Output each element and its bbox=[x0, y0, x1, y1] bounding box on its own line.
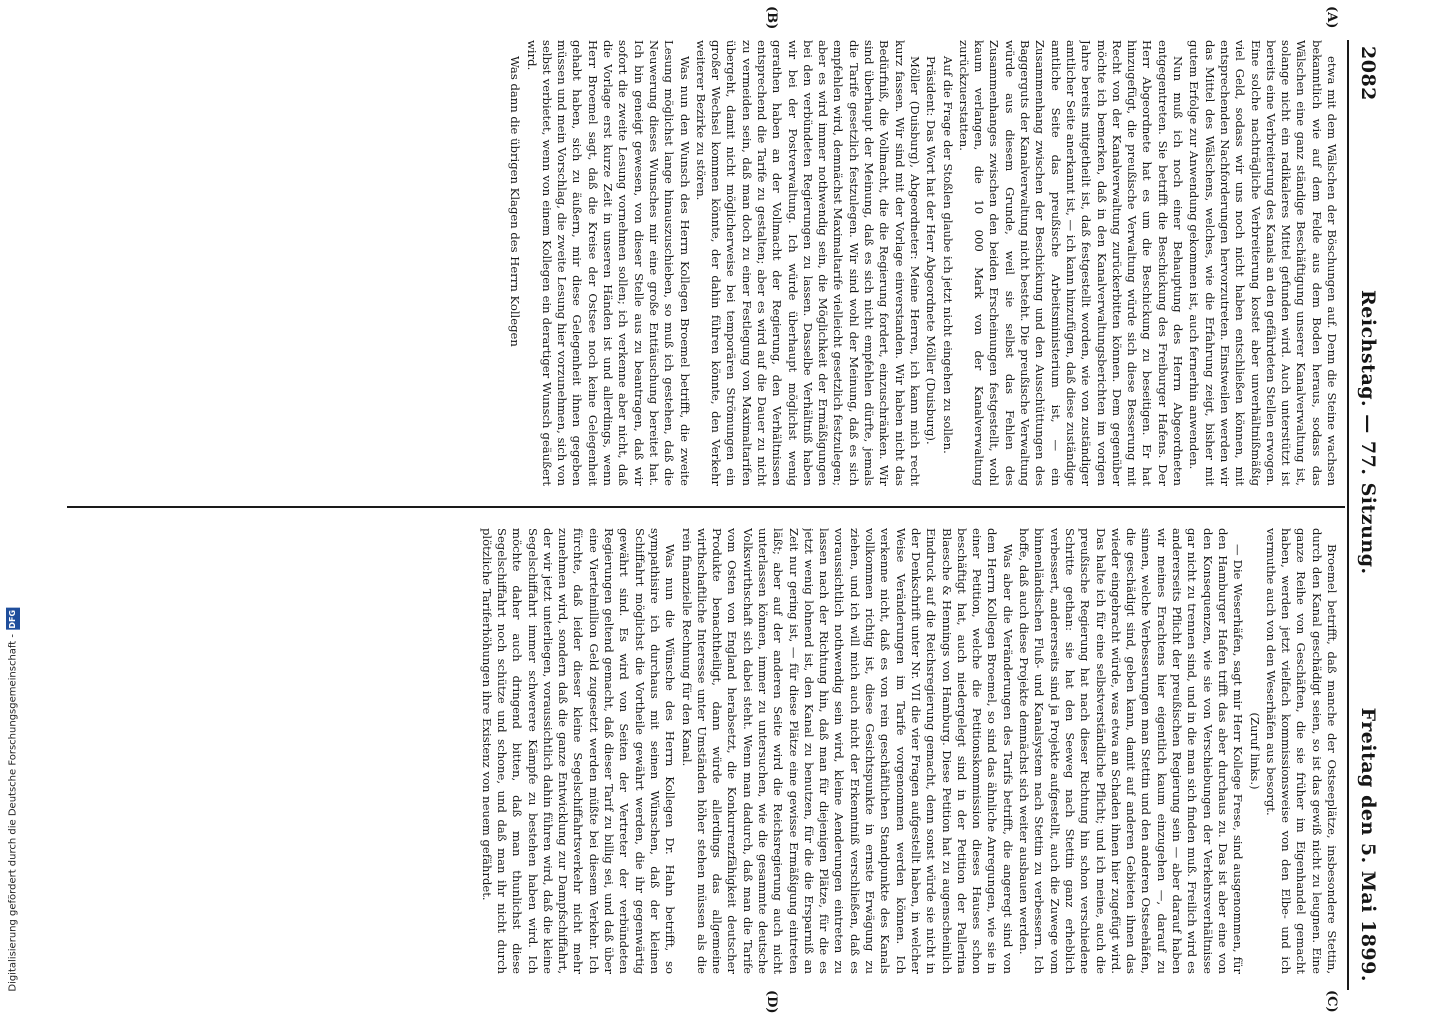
speaker-paragraph: Präsident: Das Wort hat der Herr Abgeordnete Möller (Duisburg). bbox=[924, 56, 939, 445]
column-divider bbox=[67, 506, 1345, 508]
paragraph: — Die Weserhäfen, sagt mir Herr Kollege Frese, sind ausgenommen, für den Hamburger Hafen trifft das aber durchaus zu. Das ist aber eine von den Konsequenzen, wie sie von Verschiebungen der Verkehrsverhältnisse gar nicht zu trennen sind, und in die man sich finden muß. Freilich wird es andererseits Pflicht der preußischen Regierung sein — aber darauf haben wir meines Erachtens hier eigentlich kaum einzugehen —, darauf zu sinnen, welche Verbesserungen man Stettin und den anderen Ostseehäfen, die geschädigt sind, geben kann, damit auf anderen Gebieten ihnen das wieder eingebracht würde, was etwa an Schaden ihnen hier zugefügt wird. Das halte ich für eine selbstverständliche Pflicht; und ich meine, auch die preußische Regierung hat nach dieser Richtung hin schon verschiedene Schritte gethan: sie hat den Seeweg nach Stettin ganz erheblich verbessert, andererseits sind ja Projekte aufgestellt, auch die Zuwege vom binnenländischen Fluß- und Kanalsystem nach Stettin zu verbessern. Ich hoffe, daß auch diese Projekte demnächst sich weiter ausbauen werden. bbox=[1017, 528, 1246, 974]
paragraph: etwa mit dem Wälschen der Böschungen auf. Denn die Steine wachsen bekanntlich wie auf dem Felde aus dem Boden heraus, sodass das Wälschen eine ganz ständige Beschäftigung unserer Kanalverwaltung ist, solange nicht ein radikaleres Mittel gefunden wird. Auch unterstützt ist bereits eine Verbreiterung des Kanals an den gefährdeten Stellen erwogen. Eine solche nachträgliche Verbreiterung kostet aber unverhältnißmäßig viel Geld, sodass wir uns noch nicht haben entschließen können, mit entsprechenden Nachforderungen hervorzutreten. Einstweilen werden wir das Mittel des Wälschens, welches, wie die Erfahrung zeigt, bisher mit gutem Erfolge zur Anwendung gekommen ist, auch fernerhin anwenden. bbox=[1187, 40, 1339, 486]
paragraph: Auf die Frage der Stoßlen glaube ich jetzt nicht eingehen zu sollen. bbox=[940, 56, 955, 454]
margin-mark-c: (C) bbox=[1324, 990, 1339, 1013]
page-number: 2082 bbox=[1357, 46, 1379, 101]
rotated-page bbox=[55, 6, 1385, 1014]
right-column bbox=[69, 528, 1339, 974]
session-title: Reichstag. — 77. Sitzung. bbox=[1357, 290, 1379, 575]
session-date: Freitag den 5. Mai 1899. bbox=[1357, 707, 1379, 982]
paragraph: Was dann die übrigen Klagen des Herrn Kollegen bbox=[508, 56, 523, 347]
digitization-credit bbox=[6, 608, 20, 992]
paragraph: Nun muß ich noch einer Behauptung des Herrn Abgeordneten entgegentreten. Sie betrifft die Beschickung des Freiburger Hafens. Der Herr Abgeordnete hat es um die Beschickung zu beseitigen. Er hat hinzugefügt, die preußische Verwaltung würde sich diese Besserung mit Recht von der Kanalverwaltung zurückerbitten können. Dem gegenüber möchte ich bemerken, daß in den Kanalverwaltungsberichten im vorigen Jahre bereits mitgetheilt ist, daß festgestellt worden, wie von zuständiger amtlicher Seite anerkannt ist, — ich kann hinzufügen, daß diese zuständige amtliche Seite das preußische Arbeitsministerium ist, — ein Zusammenhang zwischen der Beschickung und den Ausschüttungen des Baggerguts der Kanalverwaltung nicht besteht. Die preußische Verwaltung würde aus diesem Grunde, weil sie selbst das Fehlen des Zusammenhanges zwischen den beiden Erscheinungen festgestellt, wohl kaum verlangen, die 10 000 Mark von der Kanalverwaltung zurückzuerstatten. bbox=[956, 40, 1186, 486]
left-column bbox=[69, 40, 1339, 486]
speaker-paragraph: Möller (Duisburg), Abgeordneter: Meine Herren, ich kann mich recht kurz fassen. Wir sind mit der Vorlage einverstanden. Wir haben nicht das Bedürfniß, die Vollmacht, die die Regierung fordert, einzuschränken. Wir sind überhaupt der Meinung, daß es sich nicht empfehlen dürfte, jemals die Tarife gesetzlich festzulegen. Wir sind wohl der Meinung, daß es sich empfehlen wird, demnächst Maximaltarife vielleicht gesetzlich festzulegen; aber es wird immer nothwendig sein, die Möglichkeit der Ermäßigungen bei den verbündeten Regierungen zu lassen. Dasselbe Verhältniß haben wir bei der Postverwaltung. Ich würde überhaupt möglichst wenig gerathen haben an der Vollmacht der Regierung, den Verhältnissen entsprechend die Tarife zu gestalten; aber es wird auf die Dauer zu nicht zu vermeiden sein, daß man doch zu einer Festlegung von Maximaltarifen übergeht, damit nicht möglicherweise bei temporären Strömungen ein großer Wechsel kommen könnte, der dahin führen könnte, den Verkehr weiterer Bezirke zu stören. bbox=[693, 40, 922, 486]
margin-mark-b: (B) bbox=[764, 6, 779, 30]
page-header bbox=[1343, 40, 1385, 990]
paragraph: Broemel betrifft, daß manche der Ostseeplätze, insbesondere Stettin, durch den Kanal geschädigt seien, so ist das gewiß nicht zu leugnen. Eine ganze Reihe von Geschäften, die sie früher im Eigenhandel gemacht haben, werden jetzt vielfach kommissionsweise von den Elbe- und ich vermuthe auch von den Weserhäfen aus besorgt. bbox=[1263, 528, 1339, 974]
header-rule bbox=[1347, 40, 1349, 990]
paragraph: Was aber die Veränderungen des Tarifs betrifft, die angeregt sind von dem Herrn Kollegen Broemel, so sind das ähnliche Anregungen, wie sie in einer Petition, welche die Petitionskommission dieses Hauses schon beschäftigt hat, auch niedergelegt sind in der Petition der Pallerina Blaesche & Hennings von Hamburg. Diese Petition hat zu augenscheinlich Eindruck auf die Reichsregierung gemacht, denn sonst würde sie nicht in der Denkschrift unter Nr. VII die vier Fragen aufgestellt haben, in welcher Weise Veränderungen im Tarife vorgenommen werden können. Ich verkenne nicht, daß es von rein geschäftlichen Standpunkte des Kanals vollkommen richtig ist, diese Gesichtspunkte in ernste Erwägung zu ziehen, und ich will mich auch nicht der Erkenntniß verschließen, daß es voraussichtlich nothwendig sein wird, kleine Aenderungen eintreten zu lassen nach der Richtung hin, daß man für diejenigen Plätze, für die es jetzt wenig lohnend ist, den Kanal zu benutzen, für die die Ersparniß an Zeit nur gering ist, — für diese Plätze eine gewisse Ermäßigung eintreten läßt; aber auf der anderen Seite wird die Reichsregierung auch nicht unterlassen können, immer zu untersuchen, wie die gesammte deutsche Volkswirthschaft sich dabei steht. Wenn man dadurch, daß man die Tarife vom Osten von England herabsetzt, die Konkurrenzfähigkeit deutscher Produkte benachtheiligt, dann würde allerdings das allgemeine wirthschaftliche Interesse unter Umständen höher stehen müssen als die rein finanzielle Rechnung für den Kanal. bbox=[679, 528, 1015, 974]
margin-mark-d: (D) bbox=[764, 990, 779, 1014]
dfg-logo-icon: DFG bbox=[6, 608, 20, 630]
margin-mark-a: (A) bbox=[1324, 6, 1339, 29]
paragraph: Was nun den Wunsch des Herrn Kollegen Broemel betrifft, die zweite Lesung möglichst lange hinauszuschieben, so muß ich gestehen, daß die Neuwerung dieses Wunsches mir eine große Enttäuschung bereitet hat. Ich bin geneigt gewesen, von dieser Stelle aus zu beantragen, daß wir sofort die zweite Lesung vornehmen sollen; ich verkenne aber nicht, daß die Vorlage erst kurze Zeit in unseren Händen ist und allerdings, wenn Herr Broemel sagt, daß die Kreise der Ostsee noch keine Gelegenheit gehabt haben, sich zu äußern, mir diese Gelegenheit ihnen gegeben müssen und mein Vorschlag, die zweite Lesung hier vorzunehmen, sich von selbst verbietet, wenn von einem Kollegen ein derartiger Wunsch geäußert wird. bbox=[524, 40, 692, 486]
credit-text: Digitalisierung gefördert durch die Deutsche Forschungsgemeinschaft - bbox=[7, 634, 19, 992]
interjection: (Zuruf links.) bbox=[1247, 712, 1262, 790]
paragraph: Was nun die Wünsche des Herrn Kollegen Dr. Hahn betrifft, so sympathisire ich durchaus mit seinen Wünschen, daß der kleinen Schiffahrt möglichst die Vortheile gewährt werden, die ihr gegenwärtig gewährt sind. Es wird von Seiten der Vertreter der verbündeten Regierungen geltend gemacht, daß dieser Tarif zu billig sei, und daß über eine Viertelmillion Geld zugesetzt werden müßte bei diesem Verkehr. Ich fürchte, daß leider dieser kleine Segelschiffahrtsverkehr nicht mehr zunehmen wird, sondern daß die ganze Entwicklung zur Dampfschiffahrt, der wir jetzt unterliegen, voraussichtlich dahin führen wird, daß die kleine Segelschiffahrt immer schwerere Kämpfe zu bestehen haben wird. Ich möchte daher auch dringend bitten, daß man thunlichst diese Segelschiffahrt noch schütze und schone, und daß man ihr nicht durch plötzliche Tariferhöhungen ihre Existenz von neuem gefährdet. bbox=[479, 528, 678, 974]
